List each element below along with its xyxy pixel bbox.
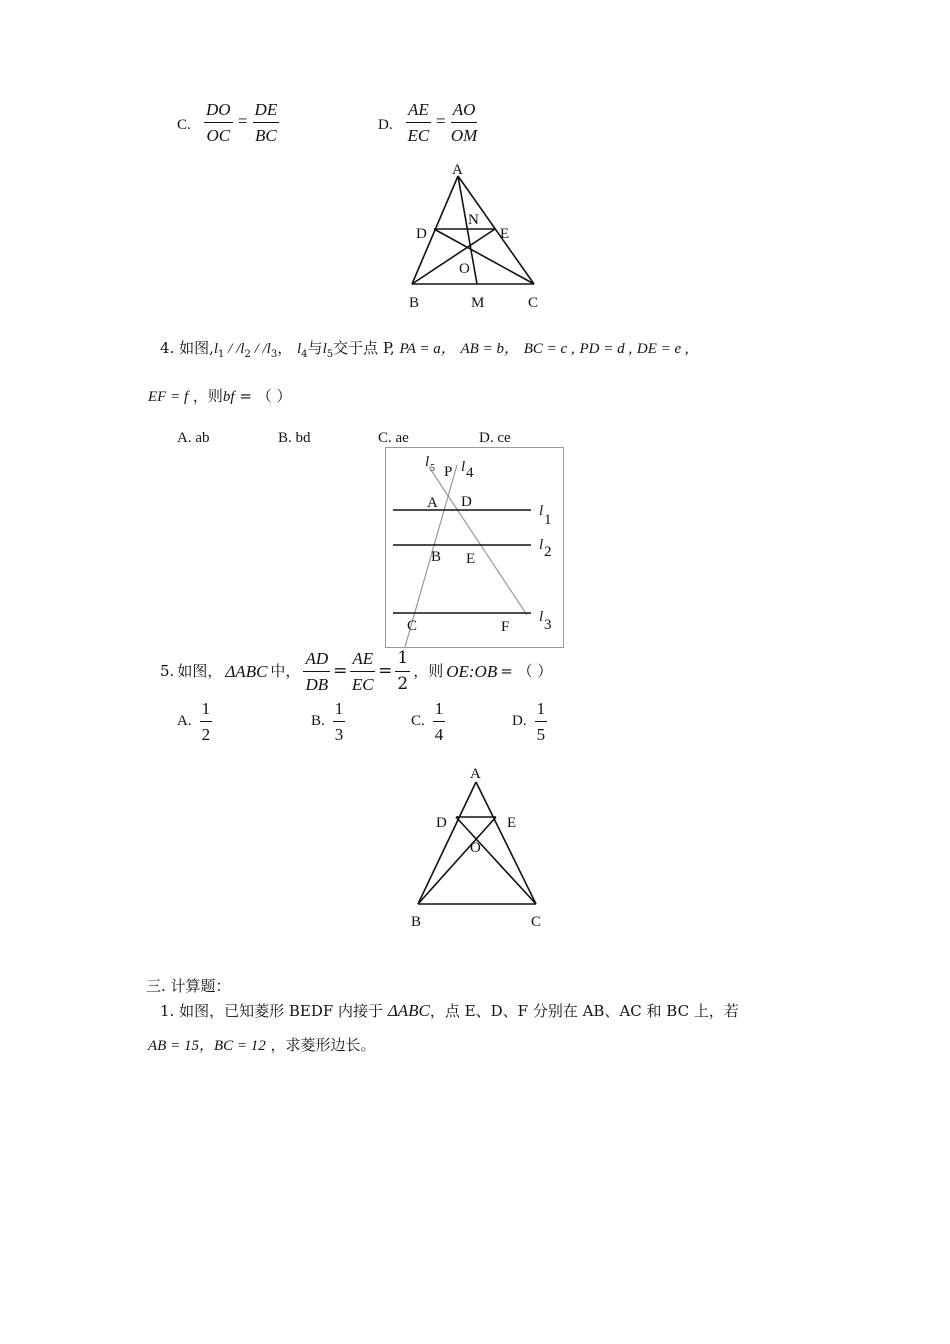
var-l: l bbox=[297, 341, 302, 357]
frac-num: 1 bbox=[200, 700, 213, 722]
frac-num: 1 bbox=[395, 650, 410, 672]
q4-option-c: C. ae bbox=[378, 430, 409, 446]
frac-den: BC bbox=[255, 126, 277, 145]
label-c: C bbox=[531, 914, 542, 930]
eq-ef: EF = f bbox=[148, 389, 189, 405]
q5-zhong: 中， bbox=[270, 662, 301, 680]
equals-sign: = bbox=[435, 111, 447, 131]
label-b: B bbox=[411, 914, 422, 930]
label-l1-sub: 1 bbox=[544, 512, 552, 528]
q4-tail: 交于点 P, bbox=[333, 339, 395, 357]
sub-4: 4 bbox=[301, 349, 308, 360]
q4-line2 bbox=[148, 389, 291, 405]
figure-triangle-abc-1 bbox=[400, 158, 560, 318]
option-label: C. bbox=[411, 713, 425, 729]
side-ac bbox=[476, 782, 536, 904]
label-a: A bbox=[470, 766, 481, 782]
side-ab bbox=[418, 782, 476, 904]
frac-den: OC bbox=[206, 126, 231, 145]
frac-den: 5 bbox=[536, 725, 546, 744]
problem1-tail: ，求菱形边长。 bbox=[265, 1036, 376, 1054]
option-label: D. bbox=[512, 713, 527, 729]
frac-den: EC bbox=[351, 675, 374, 694]
q4-line1 bbox=[160, 341, 689, 360]
label-l2-sub: 2 bbox=[544, 544, 552, 560]
option-d-formula bbox=[406, 101, 477, 144]
q5-option-c bbox=[411, 700, 445, 743]
label-l2: l bbox=[539, 537, 544, 553]
label-f: F bbox=[501, 619, 510, 635]
q5-tail: = （ ） bbox=[500, 662, 553, 680]
var-l: l bbox=[240, 341, 245, 357]
label-d: D bbox=[461, 494, 472, 510]
q4-number: 4. bbox=[160, 339, 175, 357]
problem1-text-a: 1. 如图，已知菱形 BEDF 内接于 bbox=[160, 1002, 384, 1020]
q4-option-a: A. ab bbox=[177, 430, 210, 446]
slash: / / bbox=[224, 341, 241, 357]
label-l5-sub: 5 bbox=[430, 463, 435, 474]
figure-parallel-lines bbox=[385, 447, 565, 649]
label-n: N bbox=[468, 212, 479, 228]
var-l: l bbox=[322, 341, 327, 357]
q5-option-b bbox=[311, 700, 345, 743]
section-heading: 三. 计算题： bbox=[146, 977, 231, 995]
frac-den: EC bbox=[407, 126, 430, 145]
q5-line bbox=[160, 650, 552, 693]
sub-3: 3 bbox=[270, 349, 278, 360]
label-d: D bbox=[436, 815, 447, 831]
eq-pa: PA = a， bbox=[399, 341, 456, 357]
q5-option-a bbox=[177, 700, 212, 743]
eq-de: DE = e , bbox=[636, 341, 689, 357]
q5-ratio: OE:OB bbox=[446, 662, 498, 681]
label-c: C bbox=[528, 295, 539, 311]
sub-2: 2 bbox=[244, 349, 251, 360]
sub-1: 1 bbox=[218, 349, 225, 360]
problem1-bc: BC = 12 bbox=[213, 1038, 266, 1054]
label-o: O bbox=[459, 261, 470, 277]
segment-dc bbox=[456, 817, 536, 904]
equals-sign: = bbox=[378, 661, 393, 681]
label-c: C bbox=[407, 618, 418, 634]
equals-sign: = bbox=[333, 661, 348, 681]
label-e: E bbox=[507, 815, 517, 831]
eq-ab: AB = b， bbox=[460, 341, 519, 357]
q4-option-d: D. ce bbox=[479, 430, 511, 446]
problem1-triangle: ΔABC bbox=[387, 1001, 430, 1020]
q4-mid: 与 bbox=[307, 339, 323, 357]
frac-num: DO bbox=[204, 101, 233, 123]
problem1-text-b: ，点 E、D、F 分别在 AB、AC 和 BC 上，若 bbox=[429, 1002, 739, 1020]
option-c-formula bbox=[204, 101, 279, 144]
equals-sign: = bbox=[236, 111, 249, 131]
label-l4-sub: 4 bbox=[466, 465, 474, 481]
option-c-label: C. bbox=[177, 117, 191, 133]
frac-num: AO bbox=[451, 101, 478, 123]
option-label: B. bbox=[311, 713, 325, 729]
frac-den: OM bbox=[450, 126, 478, 145]
eq-bc: BC = c , bbox=[523, 341, 575, 357]
answer-paren: = （ ） bbox=[239, 387, 292, 405]
label-d: D bbox=[416, 226, 427, 242]
frac-num: AE bbox=[406, 101, 431, 123]
q5-number: 5. bbox=[160, 662, 175, 680]
label-l4: l bbox=[461, 459, 466, 475]
q5-then: ，则 bbox=[413, 662, 444, 680]
frac-num: 1 bbox=[333, 700, 346, 722]
label-l1: l bbox=[539, 503, 544, 519]
frac-num: AE bbox=[350, 650, 375, 672]
q4-intro: 如图, bbox=[179, 339, 214, 357]
section3-problem1-line1 bbox=[160, 1002, 739, 1019]
expr-bf: bf bbox=[222, 389, 235, 405]
q4-then: ，则 bbox=[188, 387, 223, 405]
frac-num: 1 bbox=[433, 700, 446, 722]
frac-num: DE bbox=[253, 101, 280, 123]
problem1-ab: AB = 15， bbox=[148, 1038, 214, 1054]
sub-5: 5 bbox=[326, 349, 334, 360]
q5-triangle: ΔABC bbox=[225, 662, 268, 681]
q4-option-b: B. bd bbox=[278, 430, 311, 446]
label-a: A bbox=[452, 162, 463, 178]
frac-den: 2 bbox=[201, 725, 211, 744]
segment-dc bbox=[434, 229, 534, 284]
option-label: A. bbox=[177, 713, 192, 729]
comma: ， bbox=[277, 339, 293, 357]
label-b: B bbox=[431, 549, 442, 565]
label-p: P bbox=[444, 464, 453, 480]
q5-intro: 如图， bbox=[177, 662, 223, 680]
var-l: l bbox=[266, 341, 271, 357]
label-l3-sub: 3 bbox=[544, 617, 552, 633]
var-l: l bbox=[213, 341, 219, 357]
label-e: E bbox=[500, 226, 510, 242]
figure-triangle-abc-2 bbox=[400, 760, 560, 935]
q5-option-d bbox=[512, 700, 547, 743]
option-d-label: D. bbox=[378, 117, 393, 133]
label-l5: l bbox=[425, 454, 430, 470]
label-o: O bbox=[470, 840, 481, 856]
frac-num: AD bbox=[303, 650, 330, 672]
segment-eb bbox=[418, 817, 496, 904]
label-e: E bbox=[466, 551, 476, 567]
frac-num: 1 bbox=[535, 700, 548, 722]
frac-den: 3 bbox=[334, 725, 344, 744]
frac-den: 4 bbox=[434, 725, 444, 744]
label-l3: l bbox=[539, 609, 544, 625]
frac-den: DB bbox=[305, 675, 329, 694]
section3-problem1-line2 bbox=[148, 1038, 376, 1054]
line-l5 bbox=[429, 467, 527, 615]
label-a: A bbox=[427, 495, 438, 511]
slash: / / bbox=[250, 341, 267, 357]
eq-pd: PD = d , bbox=[579, 341, 633, 357]
frac-den: 2 bbox=[397, 674, 409, 694]
label-m: M bbox=[471, 295, 485, 311]
label-b: B bbox=[409, 295, 420, 311]
